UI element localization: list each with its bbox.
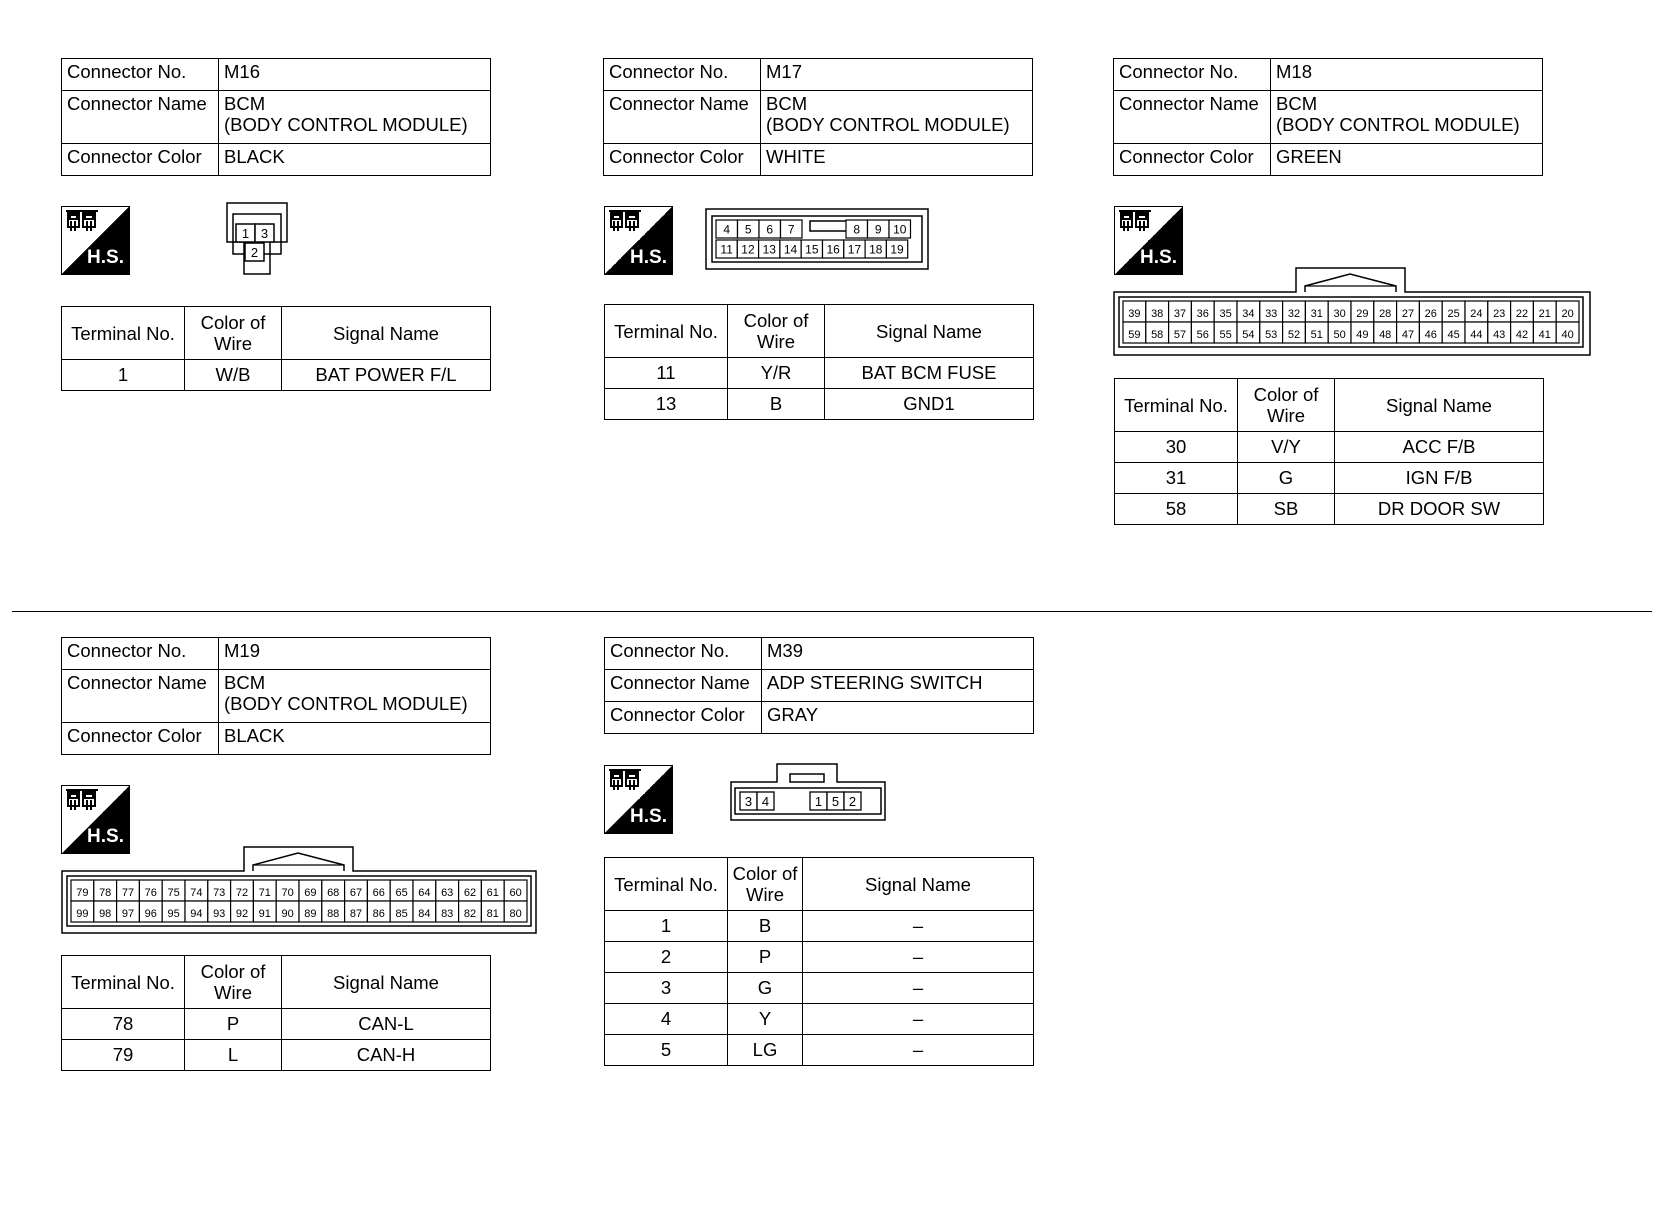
pin-label: 9 [874, 222, 882, 237]
pin-label: 79 [76, 886, 89, 899]
pin-label: 51 [1310, 328, 1323, 341]
connector-name-line2: (BODY CONTROL MODULE) [224, 114, 468, 135]
hs-label: H.S. [1140, 247, 1177, 268]
connector-color-value: WHITE [761, 144, 1033, 176]
pin-label: 10 [893, 222, 907, 237]
terminal-no-header: Terminal No. [1115, 379, 1238, 432]
terminal-no-header: Terminal No. [605, 858, 728, 911]
pin-label: 61 [486, 886, 499, 899]
connector-m17 [603, 58, 1033, 176]
pin-row-bottom [716, 240, 908, 258]
pin-label: 3 [260, 226, 269, 241]
pin-row-top [1123, 301, 1579, 322]
pin-label: 26 [1424, 307, 1437, 320]
connector-name-line2: (BODY CONTROL MODULE) [224, 693, 468, 714]
pin-label: 38 [1151, 307, 1164, 320]
connector-color-label: Connector Color [604, 144, 761, 176]
table-row [1115, 463, 1544, 494]
pin-label: 78 [99, 886, 112, 899]
harness-side-icon [604, 206, 673, 275]
table-row [605, 389, 1034, 420]
pin-label: 83 [441, 907, 454, 920]
pin-label: 19 [890, 242, 904, 257]
pin-label: 3 [744, 794, 753, 809]
connector-name-line1: BCM [224, 93, 266, 114]
connector-plug-icon [1118, 209, 1152, 235]
pin-label: 53 [1265, 328, 1278, 341]
pin-label: 23 [1493, 307, 1506, 320]
connector-name-label: Connector Name [1114, 91, 1271, 144]
harness-side-icon [61, 785, 130, 854]
pin-label: 11 [720, 242, 733, 257]
pin-label: 13 [762, 242, 776, 257]
pin-label: 25 [1447, 307, 1460, 320]
pin-label: 63 [441, 886, 454, 899]
pin-label: 52 [1287, 328, 1301, 341]
pin-label: 39 [1128, 307, 1141, 320]
pin-label: 57 [1173, 328, 1187, 341]
connector-name-label: Connector Name [62, 91, 219, 144]
connector-name-value [219, 91, 491, 144]
pin-label: 56 [1196, 328, 1209, 341]
connector-face-m17 [705, 208, 929, 270]
connector-plug-icon [608, 768, 642, 794]
terminal-no-header: Terminal No. [62, 307, 185, 360]
pin-label: 5 [831, 794, 840, 809]
pin-label: 22 [1515, 307, 1529, 320]
pin-label: 35 [1219, 307, 1232, 320]
connector-info-table [61, 58, 491, 176]
terminal-no-header: Terminal No. [62, 956, 185, 1009]
connector-plug-icon [65, 788, 99, 814]
pin-label: 32 [1287, 307, 1301, 320]
signal-name-cell: – [803, 942, 1034, 973]
pin-label: 89 [304, 907, 317, 920]
pin-label: 55 [1219, 328, 1232, 341]
connector-face-m16 [224, 202, 290, 278]
pin-label: 97 [121, 907, 135, 920]
signal-name-header: Signal Name [825, 305, 1034, 358]
signal-name-cell: – [803, 1004, 1034, 1035]
table-row [62, 360, 491, 391]
pin-label: 75 [167, 886, 180, 899]
terminal-no-cell: 1 [62, 360, 185, 391]
pin-label: 87 [349, 907, 363, 920]
connector-color-label: Connector Color [605, 702, 762, 734]
connector-face-m19 [61, 845, 537, 935]
signal-name-header: Signal Name [1335, 379, 1544, 432]
hs-label: H.S. [87, 247, 124, 268]
connector-no-label: Connector No. [62, 638, 219, 670]
pin-label: 2 [250, 245, 259, 260]
pin-label: 27 [1401, 307, 1415, 320]
connector-m18 [1113, 58, 1543, 176]
pin-label: 81 [486, 907, 499, 920]
pin-label: 88 [327, 907, 340, 920]
pin-label: 44 [1470, 328, 1483, 341]
connector-no-label: Connector No. [605, 638, 762, 670]
terminal-no-cell: 3 [605, 973, 728, 1004]
pin-label: 5 [744, 222, 752, 237]
pin-label: 76 [144, 886, 157, 899]
pin-label: 1 [814, 794, 823, 809]
pin-label: 91 [258, 907, 271, 920]
table-row [605, 973, 1034, 1004]
connector-name-label: Connector Name [62, 670, 219, 723]
pin-label: 80 [509, 907, 522, 920]
pin-label: 36 [1196, 307, 1209, 320]
connector-no-label: Connector No. [604, 59, 761, 91]
color-of-wire-line2: Wire [213, 333, 253, 354]
connector-color-value: BLACK [219, 144, 491, 176]
color-of-wire-header [185, 956, 282, 1009]
terminal-table [61, 306, 491, 391]
pin-label: 15 [805, 242, 819, 257]
connector-m19 [61, 637, 491, 755]
terminal-no-cell: 4 [605, 1004, 728, 1035]
connector-color-value: GREEN [1271, 144, 1543, 176]
pin-label: 54 [1242, 328, 1255, 341]
pin-label: 69 [304, 886, 317, 899]
signal-name-cell: – [803, 911, 1034, 942]
pin-label: 74 [190, 886, 203, 899]
pin-label: 47 [1401, 328, 1415, 341]
connector-name-line1: BCM [224, 672, 266, 693]
connector-color-label: Connector Color [1114, 144, 1271, 176]
signal-name-header: Signal Name [803, 858, 1034, 911]
color-of-wire-line1: Color of [200, 312, 266, 333]
table-row [605, 1035, 1034, 1066]
pin-label: 98 [99, 907, 112, 920]
wire-color-cell: SB [1238, 494, 1335, 525]
pin-label: 72 [235, 886, 249, 899]
hs-label: H.S. [87, 826, 124, 847]
terminal-table-m19 [61, 955, 491, 1071]
pin-label: 95 [167, 907, 180, 920]
terminal-no-cell: 58 [1115, 494, 1238, 525]
pin-label: 37 [1173, 307, 1187, 320]
connector-name-value: ADP STEERING SWITCH [762, 670, 1034, 702]
signal-name-header: Signal Name [282, 956, 491, 1009]
connector-info-table [603, 58, 1033, 176]
wire-color-cell: P [185, 1009, 282, 1040]
connector-name-label: Connector Name [604, 91, 761, 144]
connector-name-label: Connector Name [605, 670, 762, 702]
pin-label: 68 [327, 886, 340, 899]
pin-label: 65 [395, 886, 408, 899]
color-of-wire-line1: Color of [743, 310, 809, 331]
connector-name-line1: BCM [1276, 93, 1318, 114]
color-of-wire-line1: Color of [732, 863, 798, 884]
pin-label: 66 [372, 886, 385, 899]
color-of-wire-line2: Wire [756, 331, 796, 352]
wire-color-cell: W/B [185, 360, 282, 391]
hs-label: H.S. [630, 806, 667, 827]
wire-color-cell: B [728, 911, 803, 942]
color-of-wire-header [728, 305, 825, 358]
terminal-no-cell: 31 [1115, 463, 1238, 494]
pin-label: 40 [1561, 328, 1574, 341]
pin-label: 2 [848, 794, 857, 809]
connector-no-value: M39 [762, 638, 1034, 670]
connector-info-table [604, 637, 1034, 734]
pin-label: 1 [241, 226, 250, 241]
connector-info-table [61, 637, 491, 755]
table-row [605, 911, 1034, 942]
wire-color-cell: Y [728, 1004, 803, 1035]
terminal-table [1114, 378, 1544, 525]
wire-color-cell: L [185, 1040, 282, 1071]
terminal-table [61, 955, 491, 1071]
connector-color-value: GRAY [762, 702, 1034, 734]
pin-label: 41 [1538, 328, 1551, 341]
color-of-wire-line2: Wire [1266, 405, 1306, 426]
pin-label: 20 [1561, 307, 1574, 320]
color-of-wire-line2: Wire [213, 982, 253, 1003]
harness-side-icon [604, 765, 673, 834]
terminal-no-cell: 79 [62, 1040, 185, 1071]
pin-label: 90 [281, 907, 294, 920]
pin-label: 50 [1333, 328, 1346, 341]
pin-label: 33 [1265, 307, 1278, 320]
color-of-wire-header [728, 858, 803, 911]
signal-name-cell: GND1 [825, 389, 1034, 420]
table-row [605, 1004, 1034, 1035]
table-row [605, 358, 1034, 389]
pin-row-top [71, 880, 527, 901]
pin-label: 77 [121, 886, 135, 899]
color-of-wire-line2: Wire [745, 884, 785, 905]
connector-no-value: M16 [219, 59, 491, 91]
signal-name-cell: CAN-L [282, 1009, 491, 1040]
pin-label: 14 [783, 242, 798, 257]
pin-label: 85 [395, 907, 408, 920]
table-row [62, 1009, 491, 1040]
connector-no-value: M19 [219, 638, 491, 670]
signal-name-header: Signal Name [282, 307, 491, 360]
wire-color-cell: G [728, 973, 803, 1004]
connector-color-label: Connector Color [62, 144, 219, 176]
table-row [1115, 494, 1544, 525]
signal-name-cell: CAN-H [282, 1040, 491, 1071]
terminal-table-m16 [61, 306, 491, 391]
pin-label: 4 [761, 794, 770, 809]
pin-label: 31 [1310, 307, 1323, 320]
connector-plug-icon [608, 209, 642, 235]
signal-name-cell: BAT POWER F/L [282, 360, 491, 391]
pin-label: 8 [853, 222, 861, 237]
pin-row-bottom [71, 901, 527, 922]
terminal-no-header: Terminal No. [605, 305, 728, 358]
pin-label: 73 [213, 886, 226, 899]
pin-label: 42 [1515, 328, 1529, 341]
connector-m16 [61, 58, 491, 176]
terminal-no-cell: 5 [605, 1035, 728, 1066]
pin-label: 96 [144, 907, 157, 920]
terminal-no-cell: 11 [605, 358, 728, 389]
pin-label: 48 [1379, 328, 1392, 341]
wire-color-cell: B [728, 389, 825, 420]
connector-info-table [1113, 58, 1543, 176]
harness-side-icon [61, 206, 130, 275]
pin-label: 29 [1356, 307, 1369, 320]
pin-label: 28 [1379, 307, 1392, 320]
pin-label: 99 [76, 907, 89, 920]
terminal-table-m18 [1114, 378, 1544, 525]
terminal-no-cell: 13 [605, 389, 728, 420]
table-row [605, 942, 1034, 973]
terminal-table [604, 304, 1034, 420]
pin-label: 60 [509, 886, 522, 899]
connector-face-m39 [730, 762, 886, 822]
section-divider [12, 611, 1652, 612]
terminal-no-cell: 30 [1115, 432, 1238, 463]
pin-label: 7 [787, 222, 795, 237]
pin-label: 17 [847, 242, 862, 257]
pin-label: 93 [213, 907, 226, 920]
pin-label: 62 [463, 886, 477, 899]
connector-name-value [761, 91, 1033, 144]
terminal-no-cell: 2 [605, 942, 728, 973]
wire-color-cell: Y/R [728, 358, 825, 389]
connector-name-value [1271, 91, 1543, 144]
pin-label: 12 [741, 242, 755, 257]
connector-name-line2: (BODY CONTROL MODULE) [766, 114, 1010, 135]
pin-label: 86 [372, 907, 385, 920]
connector-no-value: M17 [761, 59, 1033, 91]
connector-name-line1: BCM [766, 93, 808, 114]
connector-name-line2: (BODY CONTROL MODULE) [1276, 114, 1520, 135]
connector-no-value: M18 [1271, 59, 1543, 91]
wire-color-cell: G [1238, 463, 1335, 494]
wire-color-cell: V/Y [1238, 432, 1335, 463]
connector-color-label: Connector Color [62, 723, 219, 755]
pin-label: 70 [281, 886, 294, 899]
pin-label: 82 [463, 907, 477, 920]
wire-color-cell: LG [728, 1035, 803, 1066]
pin-label: 49 [1356, 328, 1369, 341]
terminal-table-m39 [604, 857, 1034, 1066]
color-of-wire-line1: Color of [200, 961, 266, 982]
signal-name-cell: – [803, 1035, 1034, 1066]
terminal-table [604, 857, 1034, 1066]
pin-label: 92 [235, 907, 249, 920]
pin-label: 67 [349, 886, 363, 899]
pin-label: 59 [1128, 328, 1141, 341]
pin-label: 46 [1424, 328, 1437, 341]
pin-label: 34 [1242, 307, 1255, 320]
harness-side-icon [1114, 206, 1183, 275]
table-row [62, 1040, 491, 1071]
pin-label: 18 [869, 242, 883, 257]
pin-label: 4 [723, 222, 731, 237]
signal-name-cell: DR DOOR SW [1335, 494, 1544, 525]
terminal-no-cell: 78 [62, 1009, 185, 1040]
wire-color-cell: P [728, 942, 803, 973]
pin-label: 30 [1333, 307, 1346, 320]
color-of-wire-header [1238, 379, 1335, 432]
connector-face-m18 [1113, 266, 1591, 357]
table-row [1115, 432, 1544, 463]
pin-label: 24 [1470, 307, 1483, 320]
hs-label: H.S. [630, 247, 667, 268]
signal-name-cell: – [803, 973, 1034, 1004]
connector-plug-icon [65, 209, 99, 235]
pin-label: 6 [766, 222, 774, 237]
connector-no-label: Connector No. [1114, 59, 1271, 91]
pin-label: 21 [1538, 307, 1551, 320]
terminal-no-cell: 1 [605, 911, 728, 942]
signal-name-cell: ACC F/B [1335, 432, 1544, 463]
signal-name-cell: IGN F/B [1335, 463, 1544, 494]
color-of-wire-line1: Color of [1253, 384, 1319, 405]
connector-no-label: Connector No. [62, 59, 219, 91]
pin-label: 94 [190, 907, 203, 920]
pin-label: 45 [1447, 328, 1460, 341]
pin-label: 43 [1493, 328, 1506, 341]
connector-m39 [604, 637, 1034, 734]
pin-label: 58 [1151, 328, 1164, 341]
pin-label: 84 [418, 907, 431, 920]
pin-label: 64 [418, 886, 431, 899]
color-of-wire-header [185, 307, 282, 360]
connector-color-value: BLACK [219, 723, 491, 755]
pin-label: 71 [258, 886, 271, 899]
signal-name-cell: BAT BCM FUSE [825, 358, 1034, 389]
pin-label: 16 [826, 242, 840, 257]
terminal-table-m17 [604, 304, 1034, 420]
connector-name-value [219, 670, 491, 723]
pin-row-bottom [1123, 322, 1579, 343]
